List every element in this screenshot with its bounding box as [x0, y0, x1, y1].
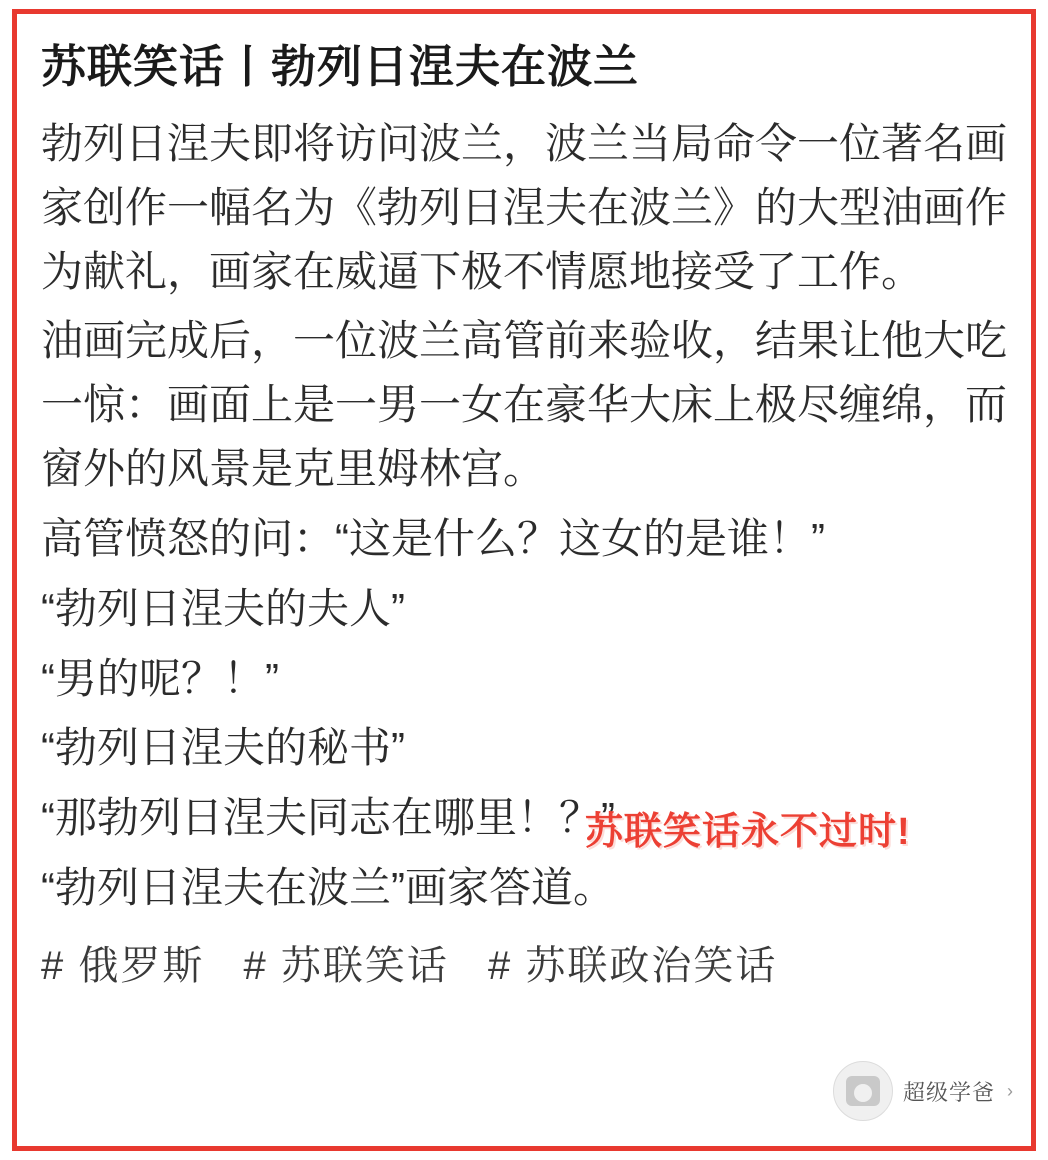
tag-item[interactable] [244, 944, 449, 988]
slogan-stamp: 苏联笑话永不过时! [585, 811, 911, 853]
page-title: 苏联笑话丨勃列日涅夫在波兰 [41, 41, 640, 92]
chevron-right-icon: › [1007, 1080, 1014, 1101]
paragraph: “男的呢？！” [41, 654, 279, 702]
paragraph: “那勃列日涅夫同志在哪里！？” [41, 794, 615, 842]
article-card [12, 9, 1036, 1151]
paragraph-block-1 [41, 112, 1007, 303]
paragraph: 勃列日涅夫即将访问波兰，波兰当局命令一位著名画家创作一幅名为《勃列日涅夫在波兰》的大型油画作为献礼，画家在威逼下极不情愿地接受了工作。 [41, 120, 1008, 295]
paragraph: 油画完成后，一位波兰高管前来验收，结果让他大吃一惊：画面上是一男一女在豪华大床上极尽缠绵，而窗外的风景是克里姆林宫。 [41, 317, 1008, 493]
hash-icon: # [488, 943, 513, 988]
paragraph: “勃列日涅夫的夫人” [41, 584, 405, 632]
account-avatar-icon [833, 1061, 893, 1121]
tag-label: 苏联笑话 [280, 943, 449, 988]
paragraph: 高管愤怒的问：“这是什么？这女的是谁！” [41, 514, 825, 562]
paragraph: “勃列日涅夫在波兰”画家答道。 [41, 864, 615, 912]
tag-label: 俄罗斯 [78, 943, 205, 988]
hash-icon: # [41, 943, 66, 988]
tag-item[interactable] [488, 944, 777, 988]
paragraph-block-3 [41, 507, 1007, 920]
article-body [41, 112, 1007, 920]
account-badge[interactable] [833, 1054, 1014, 1128]
tag-item[interactable] [41, 944, 204, 988]
tag-label: 苏联政治笑话 [525, 943, 778, 988]
account-name: 超级学爸 [903, 1079, 996, 1105]
hash-icon: # [243, 943, 268, 988]
paragraph: “勃列日涅夫的秘书” [41, 724, 405, 772]
tag-list [41, 934, 1007, 991]
article-inner [17, 14, 1031, 1146]
paragraph-block-2 [41, 309, 1007, 500]
